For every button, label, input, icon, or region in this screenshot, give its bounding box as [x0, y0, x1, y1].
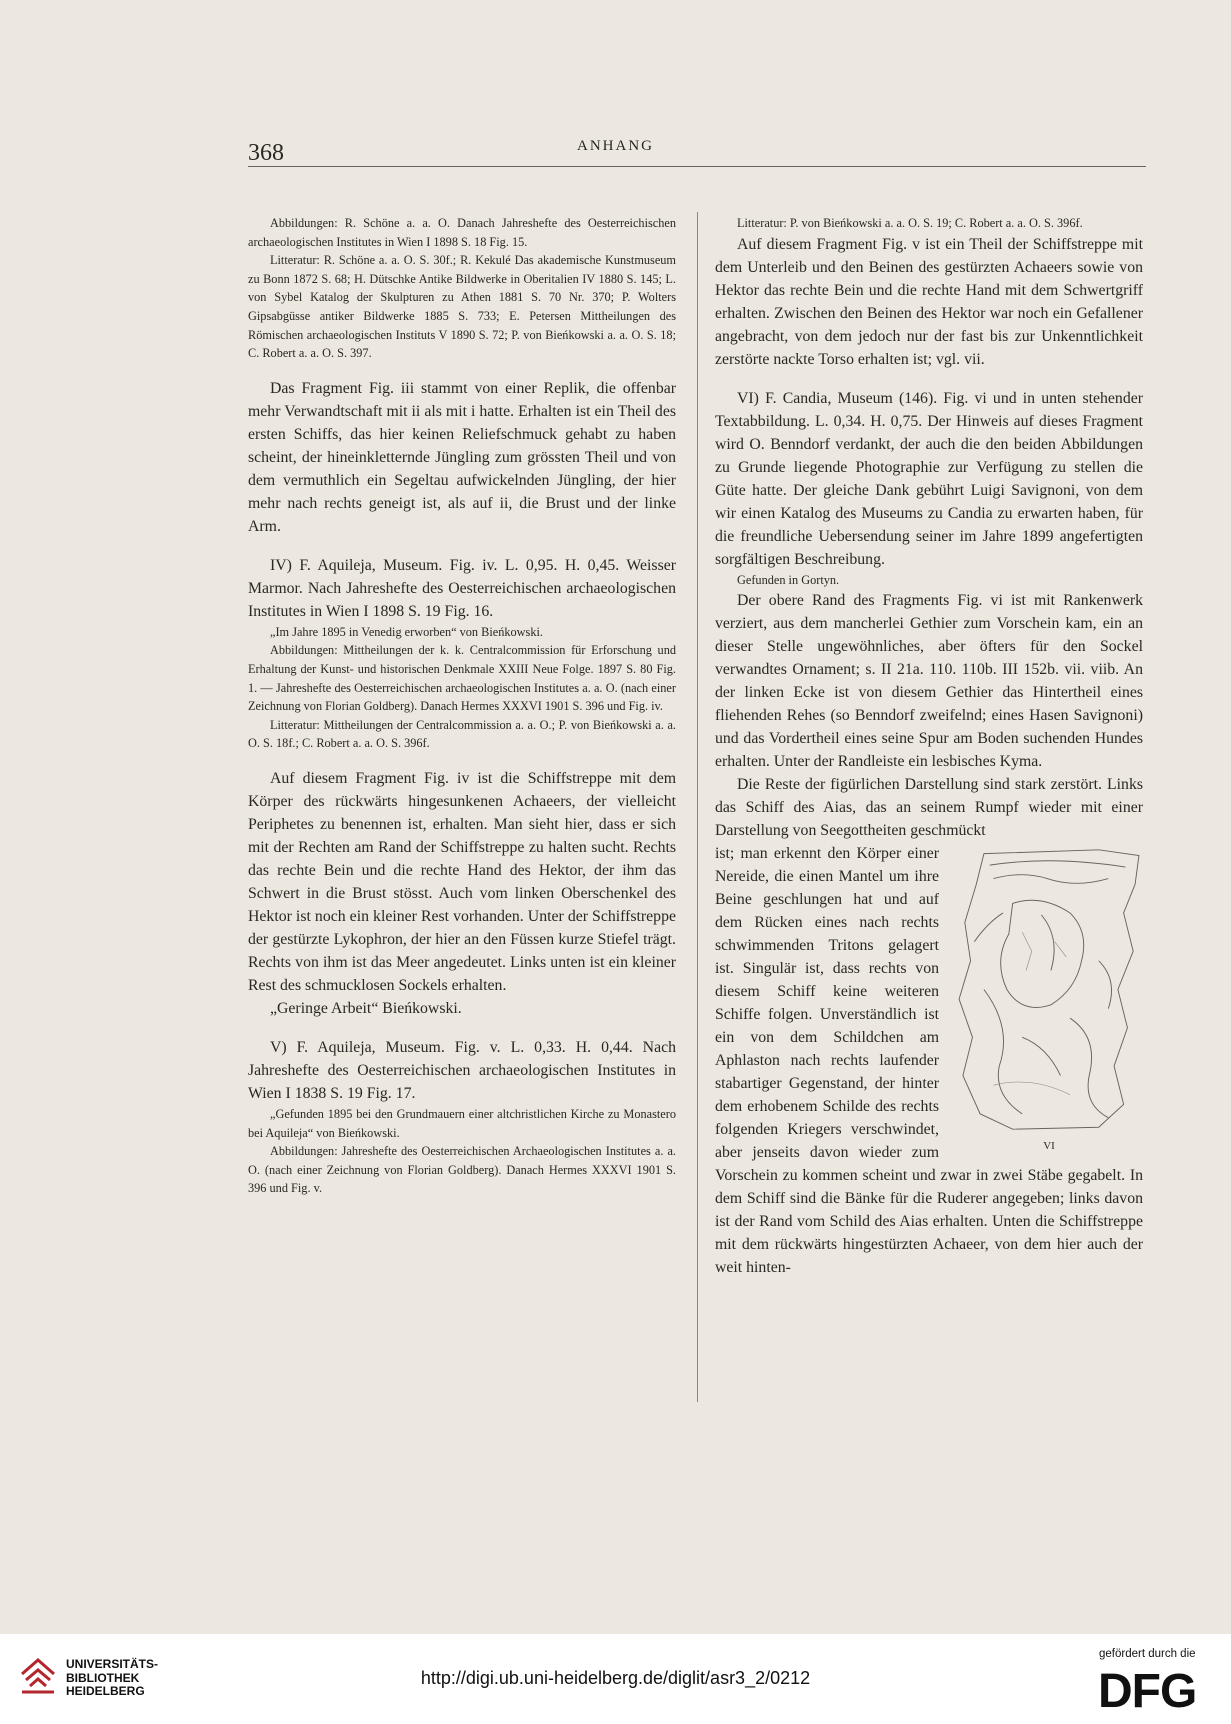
institution-line: UNIVERSITÄTS- [66, 1657, 159, 1671]
institution-line: HEIDELBERG [66, 1684, 145, 1698]
running-head: ANHANG [577, 138, 654, 154]
note-paragraph: Litteratur: Mittheilungen der Centralcommission a. a. O.; P. von Bieńkowski a. a. O. S. 18f.; C. Robert a. a. O. S. 396f. [248, 717, 676, 751]
body-paragraph: Auf diesem Fragment Fig. v ist ein Theil der Schiffstreppe mit dem Unterleib und den Beinen des gestürzten Achaeers sowie von Hektor das rechte Bein und die rechte Hand mit dem Schwertgriff erhalten. Zwischen den Beinen des Hektor war noch ein Gefallener angebracht, von dem jedoch nur der fast bis zur Unkenntlichkeit zerstörte nackte Torso erhalten ist; vgl. vii. [715, 235, 1143, 368]
note-paragraph: Abbildungen: Mittheilungen der k. k. Centralcommission für Erforschung und Erhaltung der Kunst- und historischen Denkmale XXIII Neue Folge. 1897 S. 80 Fig. 1. — Jahreshefte des Oesterreichischen archaeologischen Institutes a. a. O. (nach einer Zeichnung von Florian Goldberg). Danach Hermes XXXVI 1901 S. 396 und Fig. iv. [248, 643, 676, 714]
institution-line: BIBLIOTHEK [66, 1670, 140, 1685]
funding-note: gefördert durch die [1099, 1648, 1196, 1660]
body-paragraph: Der obere Rand des Fragments Fig. vi ist mit Rankenwerk verziert, aus dem mancherlei Gethier zum Vorschein kam, ein an dieser Stelle ungewöhnliches, aber öfters für den Sockel verwandtes Ornament; s. II 21a. 110. 110b. III 152b. vii. viib. An der linken Ecke ist von diesem Gethier das Hintertheil eines fliehenden Rehes (so Benndorf zweifelnd; eines Hasen Savignoni) und das Vordertheil eines seine Spur am Boden suchenden Hundes erhalten. Unter der Randleiste ein lesbisches Kyma. [715, 592, 1143, 771]
body-paragraph: V) F. Aquileja, Museum. Fig. v. L. 0,33. H. 0,44. Nach Jahreshefte des Oesterreichischen archaeologischen Institutes in Wien I 1838 S. 19 Fig. 17. [248, 1038, 676, 1102]
header-rule [248, 166, 1146, 167]
note-paragraph: Litteratur: R. Schöne a. a. O. S. 30f.; R. Kekulé Das akademische Kunstmuseum zu Bonn 1872 S. 68; H. Dütschke Antike Bildwerke in Oberitalien IV 1880 S. 145; L. von Sybel Katalog der Skulpturen zu Athen 1881 S. 70 Nr. 370; P. Wolters Gipsabgüsse antiker Bildwerke 1885 S. 733; E. Petersen Mittheilungen des Römischen archaeologischen Instituts V 1890 S. 72; P. von Bieńkowski a. a. O. S. 18; C. Robert a. a. O. S. 397. [248, 253, 676, 361]
figure-wrap-paragraph [715, 842, 1143, 1279]
note-paragraph: Gefunden in Gortyn. [737, 572, 840, 587]
relief-figure-vi [949, 846, 1149, 1158]
relief-fragment-drawing [951, 846, 1147, 1133]
body-paragraph: Auf diesem Fragment Fig. iv ist die Schiffstreppe mit dem Körper des rückwärts hingesunkenen Achaeers, der vielleicht Periphetes zu benennen ist, erhalten. Man sieht hier, dass er sich mit der Rechten am Rand der Schiffstreppe zu halten sucht. Rechts das rechte Bein und die rechte Hand des Hektor, der ihm das Schwert in die Brust stösst. Auch vom linken Oberschenkel des Hektor ist noch ein kleiner Rest vorhanden. Unter der Schiffstreppe der gestürzte Lykophron, der hier an den Füssen kurze Stiefel trägt. Rechts von ihm ist das Meer angedeutet. Links unten ist ein kleiner Rest des schmucklosen Sockels erhalten. [248, 769, 676, 994]
body-paragraph: VI) F. Candia, Museum (146). Fig. vi und in unten stehender Textabbildung. L. 0,34. H. 0,75. Der Hinweis auf dieses Fragment wird O. Benndorf verdankt, der auch die den beiden Abbildungen zu Grunde liegende Photographie zur Verfügung zu stellen die Güte hatte. Der gleiche Dank gebührt Luigi Savignoni, von dem wir einen Katalog des Museums zu Candia zu erwarten haben, für die freundliche Uebersendung seiner im Jahre 1899 angefertigten sorgfältigen Beschreibung. [715, 389, 1143, 568]
note-paragraph: „Gefunden 1895 bei den Grundmauern einer altchristlichen Kirche zu Monastero bei Aquileja“ von Bieńkowski. [248, 1106, 676, 1140]
body-paragraph: Die Reste der figürlichen Darstellung sind stark zerstört. Links das Schiff des Aias, das an seinem Rumpf wieder mit einer Darstellung von Seegottheiten geschmückt [715, 776, 1143, 840]
column-divider [697, 212, 698, 1402]
digitization-footer [0, 1634, 1231, 1724]
note-paragraph: Abbildungen: Jahreshefte des Oesterreichischen Archaeologischen Institutes a. a. O. (nach einer Zeichnung von Florian Goldberg). Danach Hermes XXXVI 1901 S. 396 und Fig. v. [248, 1144, 676, 1196]
note-paragraph: Litteratur: P. von Bieńkowski a. a. O. S. 19; C. Robert a. a. O. S. 396f. [737, 216, 1083, 230]
note-paragraph: „Im Jahre 1895 in Venedig erworben“ von Bieńkowski. [270, 624, 543, 639]
figure-surrounding-text: ist; man erkennt den Körper einer Nereide, die einen Mantel um ihre Beine geschlungen hat und auf dem Rücken eines nach rechts schwimmenden Tritons gelagert ist. Singulär ist, dass rechts von diesem Schiff keine weiteren Schiffe folgen. Unverständlich ist ein von dem Schildchen am Aphlaston nach rechts laufender stabartiger Gegenstand, der hinter dem erhobenem Schilde des rechts folgenden Kriegers verschwindet, aber jenseits davon wieder zum Vorschein zu kommen scheint und zwar in zwei Stäbe gegabelt. In dem Schiff sind die Bänke für die Ruderer angegeben; links davon ist der Rand vom Schild des Aias erhalten. Unten die Schiffstreppe mit dem rückwärts hingestürzten Achaeer, von dem hier auch der weit hinten- [715, 845, 1143, 1277]
figure-caption: VI [1043, 1140, 1055, 1153]
body-paragraph: IV) F. Aquileja, Museum. Fig. iv. L. 0,95. H. 0,45. Weisser Marmor. Nach Jahreshefte des Oesterreichischen archaeologischen Institutes in Wien I 1898 S. 19 Fig. 16. [248, 556, 676, 620]
right-column [715, 214, 1143, 1279]
dfg-logo: DFG [1098, 1665, 1197, 1718]
body-paragraph: Das Fragment Fig. iii stammt von einer Replik, die offenbar mehr Verwandtschaft mit ii als mit i hatte. Erhalten ist ein Theil des ersten Schiffs, das hier keinen Reliefschmuck gehabt zu haben scheint, der hineinkletternde Jüngling zum grössten Theil und von dem vermuthlich ein Segeltau aufwickelnden Jüngling, der hier mehr nach rechts geneigt ist, als auf ii, die Brust und der linke Arm. [248, 379, 676, 535]
left-column [248, 214, 676, 1198]
page-number: 368 [248, 140, 284, 166]
body-paragraph: „Geringe Arbeit“ Bieńkowski. [270, 999, 462, 1017]
permalink-url[interactable]: http://digi.ub.uni-heidelberg.de/diglit/asr3_2/0212 [420, 1668, 811, 1688]
note-paragraph: Abbildungen: R. Schöne a. a. O. Danach Jahreshefte des Oesterreichischen archaeologischen Institutes in Wien I 1898 S. 18 Fig. 15. [248, 216, 676, 249]
right-column-text [715, 214, 1143, 842]
